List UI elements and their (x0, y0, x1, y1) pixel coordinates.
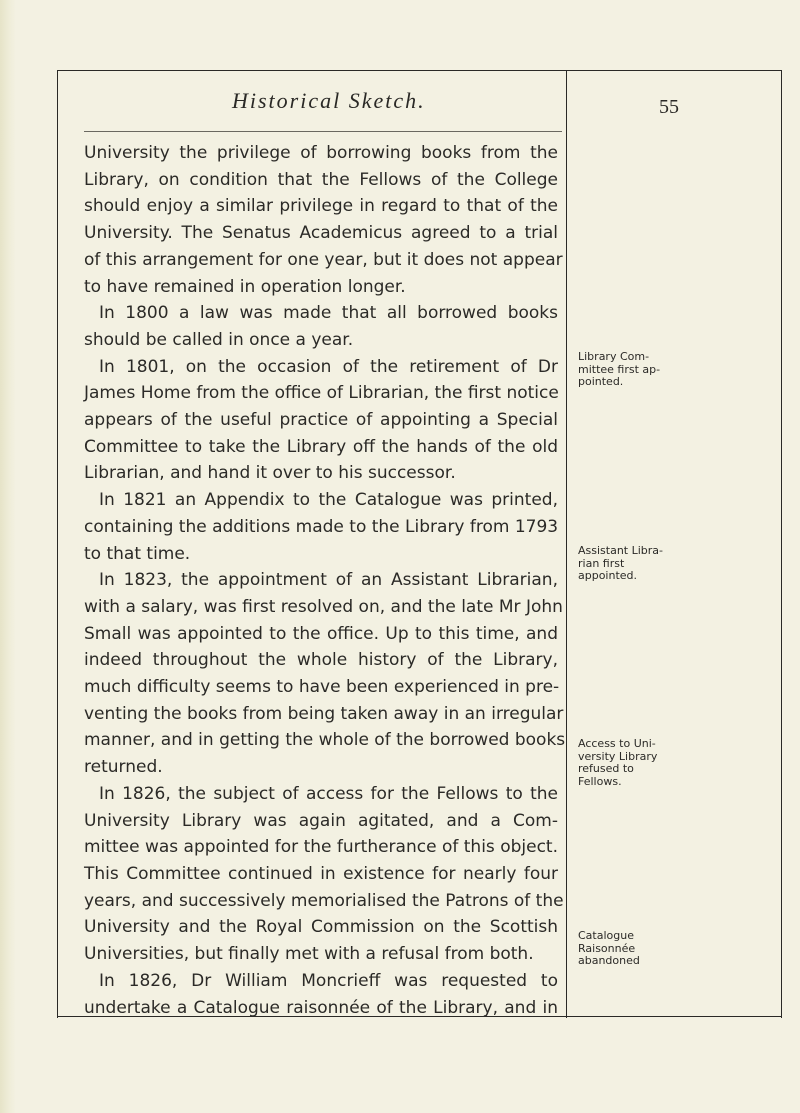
body-line: University Library was again agitated, and a Com- (84, 810, 558, 831)
margin-column-divider (566, 70, 567, 1018)
margin-note-line: Fellows. (578, 774, 622, 788)
header-rule (84, 131, 562, 132)
margin-note-line: mittee first ap- (578, 362, 661, 376)
running-title: Historical Sketch. (232, 88, 426, 113)
body-line: manner, and in getting the whole of the borrowed books (84, 730, 566, 751)
body-line: years, and successively memorialised the Patrons of the (84, 890, 564, 911)
body-line: Universities, but finally met with a refusal from both. (84, 944, 534, 965)
body-line: In 1821 an Appendix to the Catalogue was printed, (99, 490, 558, 511)
margin-note-line: rian first (578, 556, 625, 570)
margin-note-line: pointed. (578, 375, 624, 388)
margin-note-line: Raisonnée (578, 941, 636, 955)
margin-note (578, 545, 708, 583)
body-line: appears of the useful practice of appointing a Special (84, 410, 558, 431)
margin-note-line: Assistant Libra- (578, 544, 664, 557)
body-line: Committee to take the Library off the hands of the old (84, 436, 558, 457)
body-line: University and the Royal Commission on the Scottish (84, 917, 558, 938)
body-line: returned. (84, 757, 163, 778)
margin-note-line: abandoned (578, 954, 640, 967)
body-line: indeed throughout the whole history of the Library, (84, 650, 558, 671)
body-line: Small was appointed to the office. Up to this time, and (84, 623, 558, 644)
body-line: This Committee continued in existence for nearly four (84, 863, 558, 884)
page-number: 55 (659, 96, 679, 118)
frame-top-rule (58, 70, 781, 71)
body-line: University the privilege of borrowing books from the (84, 143, 558, 163)
body-line: In 1801, on the occasion of the retirement of Dr (99, 356, 558, 377)
margin-note (578, 351, 708, 389)
body-line: should be called in once a year. (84, 329, 354, 350)
body-line: venting the books from being taken away in an irregular (84, 703, 564, 724)
body-line: to that time. (84, 543, 191, 564)
body-line: undertake a Catalogue raisonnée of the Library, and in (84, 997, 558, 1018)
frame-left-rule (57, 70, 58, 1018)
body-line: containing the additions made to the Library from 1793 (84, 516, 559, 537)
body-line: to have remained in operation longer. (84, 276, 406, 297)
body-line: much difficulty seems to have been experienced in pre- (84, 677, 560, 698)
body-line: In 1826, Dr William Moncrieff was requested to (99, 970, 558, 991)
body-line: with a salary, was first resolved on, and the late Mr John (84, 596, 563, 617)
margin-note-line: Access to Uni- (578, 737, 656, 750)
body-line: Library, on condition that the Fellows of the College (84, 169, 558, 190)
margin-note-line: Catalogue (578, 929, 634, 942)
body-text (84, 140, 566, 1021)
body-line: of this arrangement for one year, but it does not appear (84, 249, 563, 270)
margin-note (578, 738, 708, 788)
margin-note-line: appointed. (578, 569, 638, 582)
body-line: University. The Senatus Academicus agreed to a trial (84, 223, 558, 244)
margin-note-line: versity Library (578, 749, 658, 763)
body-line: In 1800 a law was made that all borrowed books (99, 303, 558, 324)
frame-right-rule (781, 70, 782, 1018)
body-line: In 1823, the appointment of an Assistant Librarian, (99, 570, 558, 591)
page-edge-shadow (0, 0, 16, 1113)
body-line: should enjoy a similar privilege in regard to that of the (84, 196, 558, 217)
margin-note-line: Library Com- (578, 350, 650, 363)
body-line: James Home from the office of Librarian, the first notice (84, 383, 559, 404)
body-line: mittee was appointed for the furtherance of this object. (84, 837, 558, 858)
margin-note-line: refused to (578, 762, 634, 775)
margin-note (578, 930, 708, 968)
body-line: Librarian, and hand it over to his successor. (84, 463, 456, 484)
body-line: In 1826, the subject of access for the Fellows to the (99, 783, 558, 804)
